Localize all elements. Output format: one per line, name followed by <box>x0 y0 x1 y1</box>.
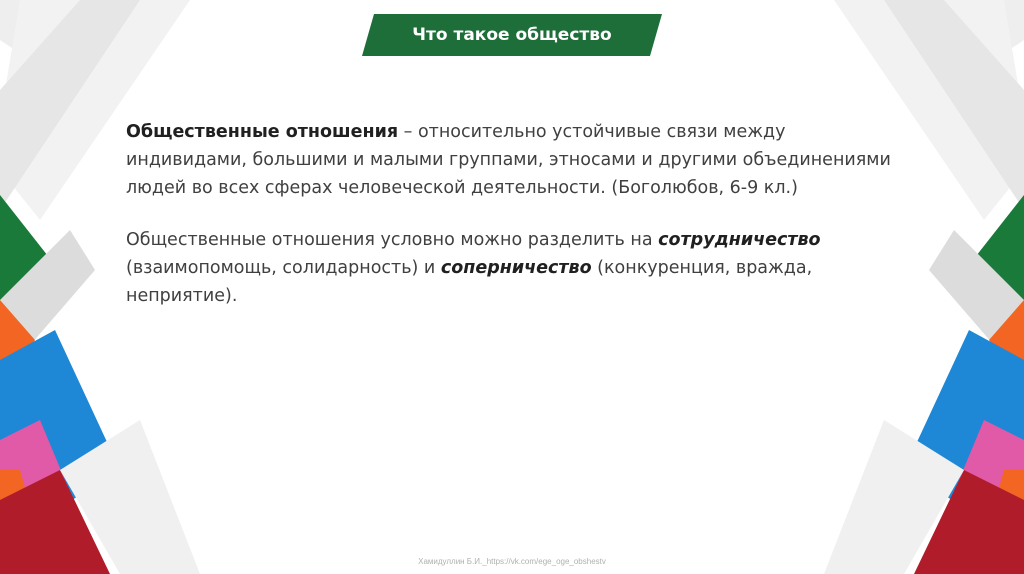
classification-text-3: (конкуренция, вражда, неприятие). <box>126 258 813 306</box>
slide-content <box>126 118 906 334</box>
classification-text-2: (взаимопомощь, солидарность) и <box>126 258 441 278</box>
title-banner <box>362 14 662 56</box>
definition-text: – относительно устойчивые связи между индивидами, большими и малыми группами, этносами и другими объединениями людей во всех сферах человеческой деятельности. (Боголюбов, 6-9 кл.) <box>126 122 891 198</box>
page-title: Что такое общество <box>412 25 612 45</box>
definition-paragraph <box>126 118 906 202</box>
term-social-relations: Общественные отношения <box>126 122 399 142</box>
classification-paragraph <box>126 226 906 310</box>
footer-credit: Хамидуллин Б.И._https://vk.com/ege_oge_obshestv <box>418 557 606 566</box>
term-rivalry: соперничество <box>440 258 592 278</box>
term-cooperation: сотрудничество <box>658 230 821 250</box>
classification-text-1: Общественные отношения условно можно разделить на <box>126 230 659 250</box>
